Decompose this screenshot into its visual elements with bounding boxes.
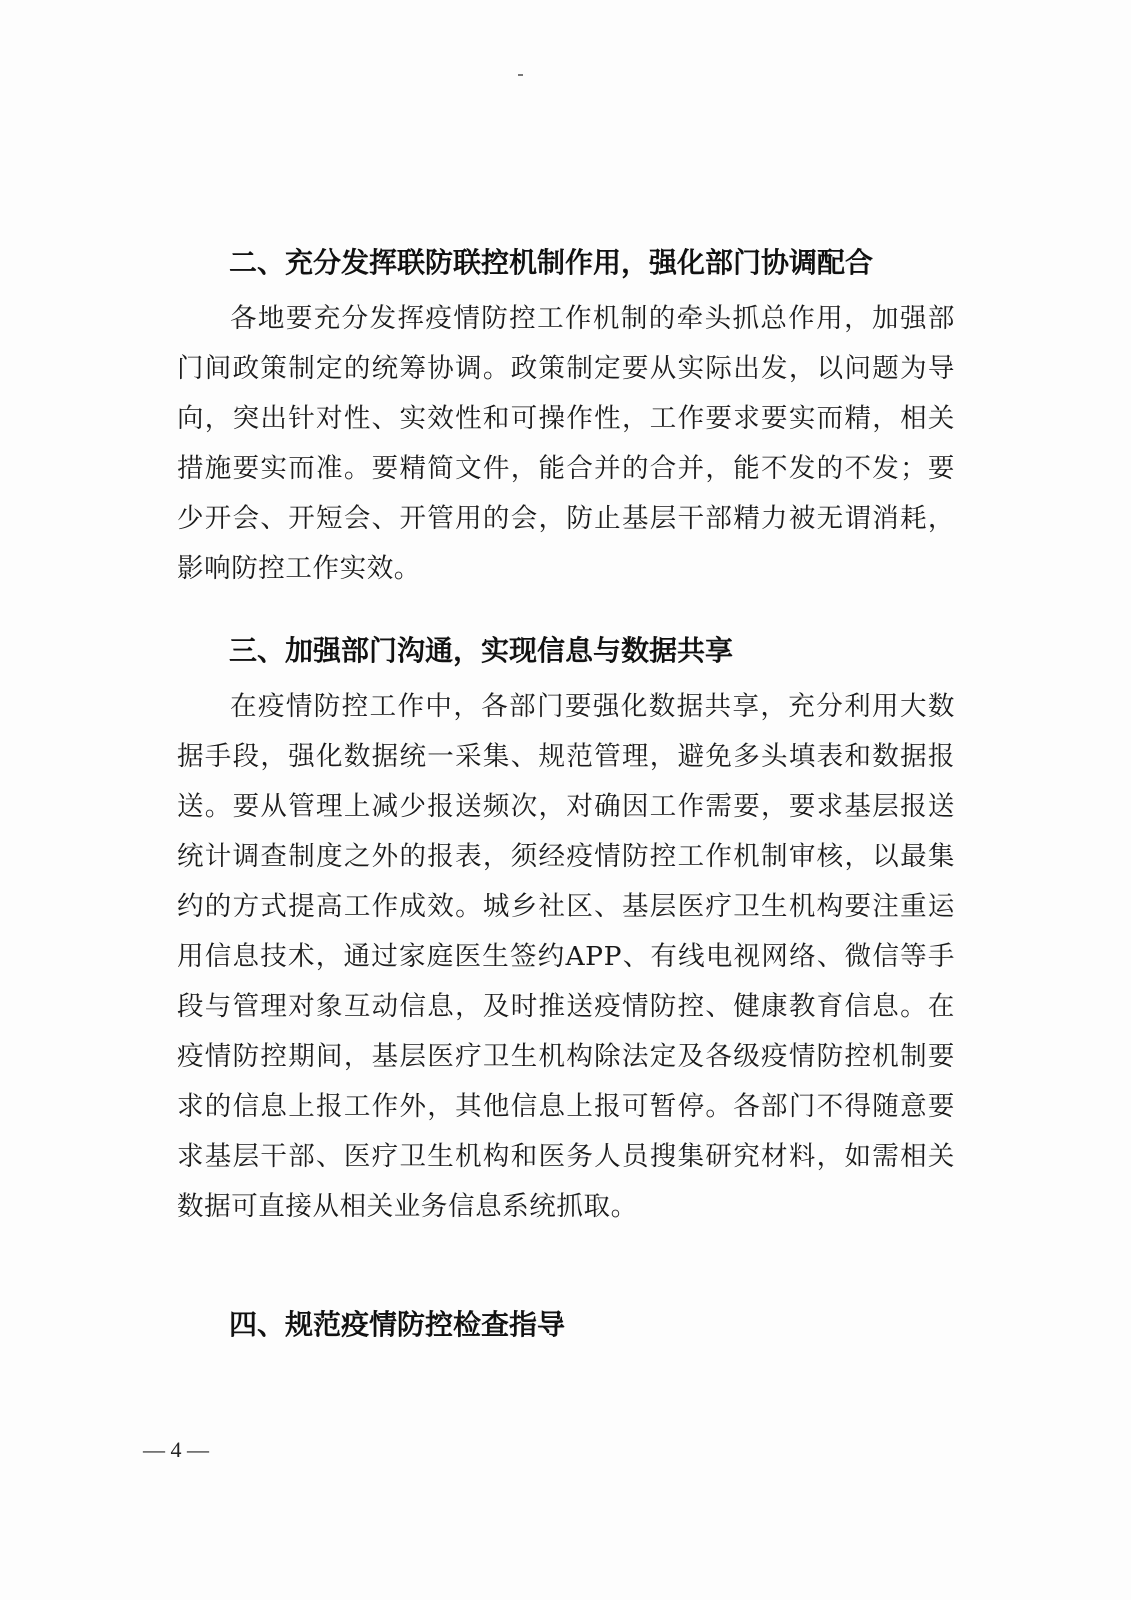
section-2-paragraph: 各地要充分发挥疫情防控工作机制的牵头抓总作用，加强部门间政策制定的统筹协调。政策制定要从实际出发，以问题为导向，突出针对性、实效性和可操作性，工作要求要实而精，相关措施要实而准。要精简文件，能合并的合并，能不发的不发；要少开会、开短会、开管用的会，防止基层干部精力被无谓消耗，影响防控工作实效。 xyxy=(177,303,955,584)
section-4-heading: 四、规范疫情防控检查指导 xyxy=(229,1308,566,1341)
section-2-heading: 二、充分发挥联防联控机制作用，强化部门协调配合 xyxy=(229,246,874,279)
scan-artifact xyxy=(518,74,523,76)
page-number: — 4 — xyxy=(143,1437,209,1462)
section-3-heading: 三、加强部门沟通，实现信息与数据共享 xyxy=(229,634,734,667)
section-3-paragraph: 在疫情防控工作中，各部门要强化数据共享，充分利用大数据手段，强化数据统一采集、规范管理，避免多头填表和数据报送。要从管理上减少报送频次，对确因工作需要，要求基层报送统计调查制度之外的报表，须经疫情防控工作机制审核，以最集约的方式提高工作成效。城乡社区、基层医疗卫生机构要注重运用信息技术，通过家庭医生签约APP、有线电视网络、微信等手段与管理对象互动信息，及时推送疫情防控、健康教育信息。在疫情防控期间，基层医疗卫生机构除法定及各级疫情防控机制要求的信息上报工作外，其他信息上报可暂停。各部门不得随意要求基层干部、医疗卫生机构和医务人员搜集研究材料，如需相关数据可直接从相关业务信息系统抓取。 xyxy=(177,691,955,1222)
